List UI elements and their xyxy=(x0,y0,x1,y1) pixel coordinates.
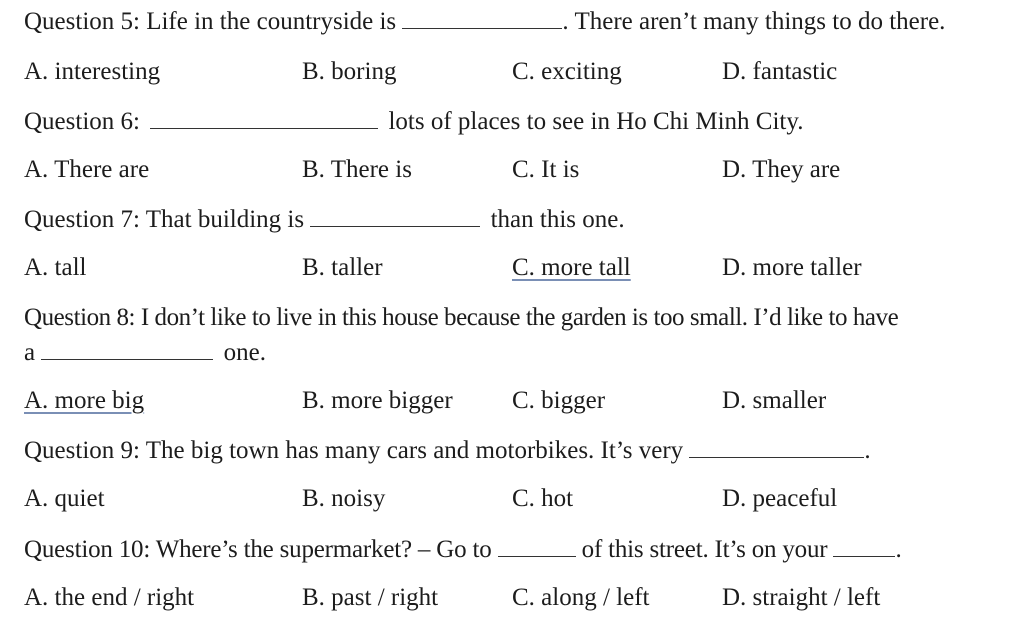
question-number: Question 10: xyxy=(24,536,151,563)
question-number: Question 5: xyxy=(24,8,140,35)
answer-blank xyxy=(402,6,562,29)
option-a: A. interesting xyxy=(24,58,161,85)
question-text: of this street. It’s on your xyxy=(581,536,828,563)
option-b: B. past / right xyxy=(302,584,439,611)
option-d: D. fantastic xyxy=(722,58,838,85)
question-6-stem xyxy=(24,106,803,137)
option-a: A. tall xyxy=(24,254,87,281)
question-text: lots of places to see in Ho Chi Minh City. xyxy=(388,108,804,135)
option-c: C. hot xyxy=(512,485,574,512)
question-number: Question 7: xyxy=(24,206,140,233)
question-10-options xyxy=(24,583,1024,613)
question-text: . xyxy=(864,437,871,464)
question-6-options xyxy=(24,155,1024,185)
question-text: I don’t like to live in this house because the garden is too small. I’d like to have xyxy=(140,304,899,331)
question-8-stem-line-2 xyxy=(24,337,266,368)
question-text: Life in the countryside is xyxy=(146,8,397,35)
option-c: C. exciting xyxy=(512,58,622,85)
option-a: A. the end / right xyxy=(24,584,195,611)
option-d: D. They are xyxy=(722,156,841,183)
answer-blank xyxy=(150,106,378,129)
question-text: . There aren’t many things to do there. xyxy=(562,8,946,35)
option-b: B. boring xyxy=(302,58,397,85)
answer-blank xyxy=(498,534,576,557)
question-5-options xyxy=(24,57,1024,87)
option-d: D. straight / left xyxy=(722,584,881,611)
option-b: B. more bigger xyxy=(302,387,453,414)
answer-blank xyxy=(310,204,480,227)
question-text: than this one. xyxy=(490,206,625,233)
option-b: B. taller xyxy=(302,254,383,281)
option-d: D. peaceful xyxy=(722,485,838,512)
question-text: That building is xyxy=(145,206,305,233)
option-c: C. bigger xyxy=(512,387,606,414)
question-7-stem xyxy=(24,204,625,235)
question-number: Question 6: xyxy=(24,108,140,135)
option-a: A. There are xyxy=(24,156,150,183)
option-d: D. more taller xyxy=(722,254,862,281)
option-c: C. along / left xyxy=(512,584,650,611)
answer-blank xyxy=(689,435,864,458)
question-text: The big town has many cars and motorbikes. It’s very xyxy=(145,437,684,464)
question-number: Question 8: xyxy=(24,304,136,331)
option-b: B. noisy xyxy=(302,485,386,512)
question-8-options xyxy=(24,386,1024,416)
question-text: Where’s the supermarket? – Go to xyxy=(155,536,492,563)
question-8-stem xyxy=(24,303,898,333)
option-a: A. more big xyxy=(24,387,145,414)
option-a: A. quiet xyxy=(24,485,105,512)
question-5-stem xyxy=(24,6,945,37)
question-text: one. xyxy=(223,339,266,366)
question-text: a xyxy=(24,339,36,366)
answer-blank xyxy=(833,534,895,557)
option-c: C. It is xyxy=(512,156,580,183)
option-b: B. There is xyxy=(302,156,412,183)
option-c: C. more tall xyxy=(512,254,631,281)
question-7-options xyxy=(24,253,1024,283)
option-d: D. smaller xyxy=(722,387,827,414)
question-9-options xyxy=(24,484,1024,514)
question-9-stem xyxy=(24,435,871,466)
question-number: Question 9: xyxy=(24,437,140,464)
answer-blank xyxy=(41,337,213,360)
question-text: . xyxy=(895,536,902,563)
question-10-stem xyxy=(24,534,902,565)
